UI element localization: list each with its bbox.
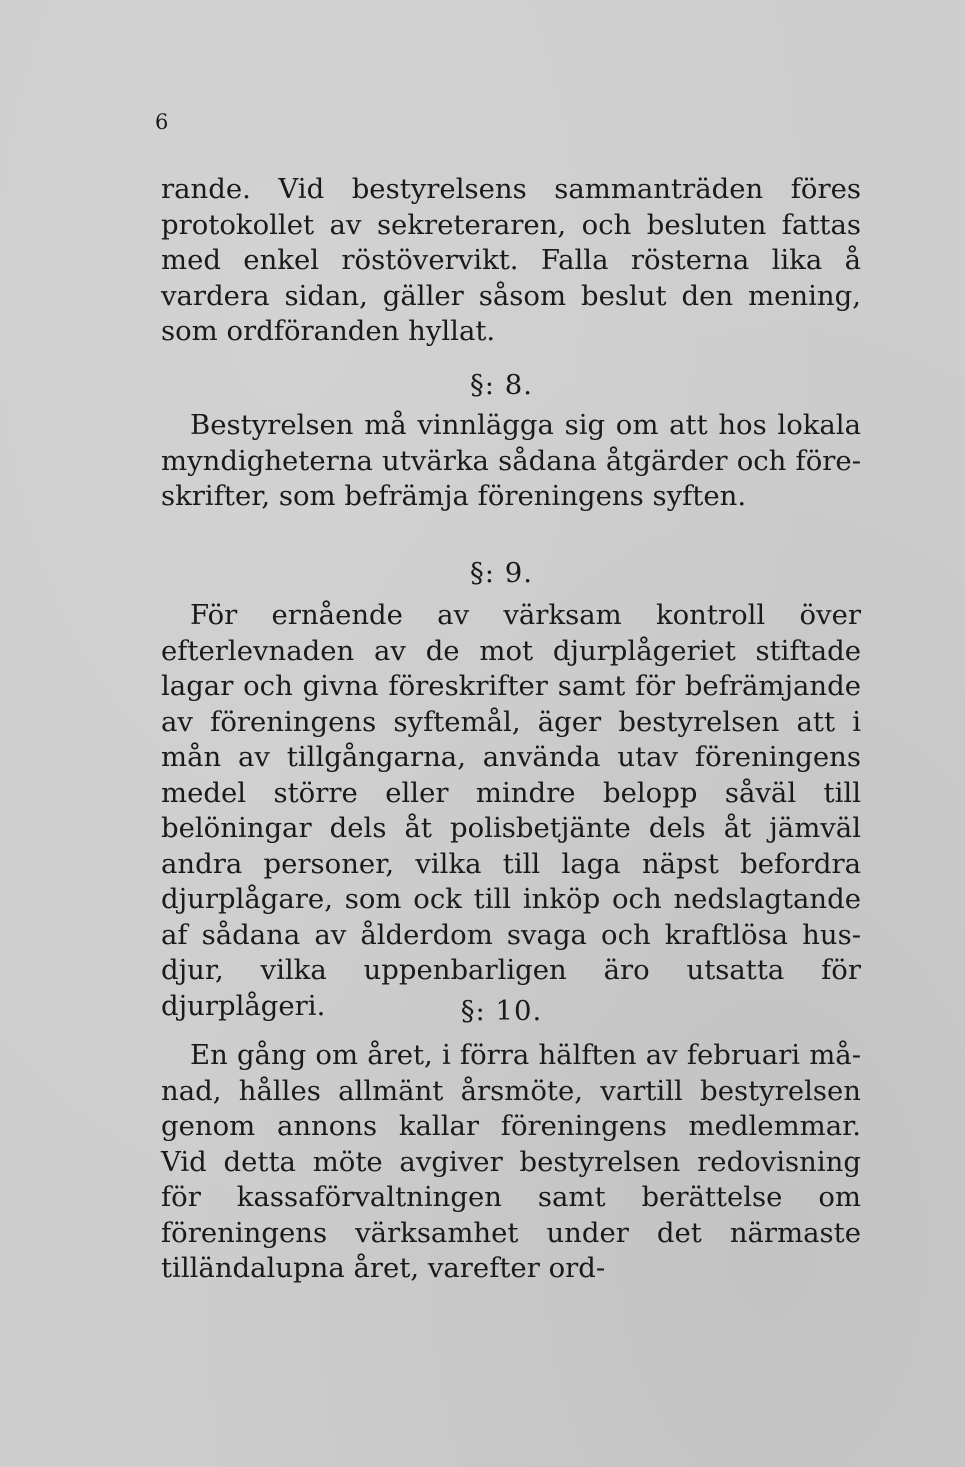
paragraph-section-8 <box>161 408 861 515</box>
paragraph-text: Bestyrelsen må vinnlägga sig om att hos lokala myndigheterna utvärka sådana åtgärder och föreskrifter, som befrämja föreningens syften. <box>161 409 861 512</box>
paragraph-continuation <box>161 172 861 350</box>
paragraph-text: För ernående av värksam kontroll över efterlevnaden av de mot djurplågeriet stiftade lagar och givna föreskrifter samt för befrämjande av föreningens syftemål, äger bestyrelsen att i mån av tillgångarna, använda utav föreningens medel större eller mindre belopp såväl till belöningar dels åt polisbetjänte dels åt jämväl andra personer, vilka till laga näpst befordra djurplågare, som ock till inköp och nedslagtande af sådana av ålderdom svaga och kraftlösa husdjur, vilka uppenbarligen äro utsatta för djurplågeri. <box>161 599 861 1022</box>
paragraph-section-9 <box>161 598 861 1024</box>
paragraph-text: En gång om året, i förra hälften av februari månad, hålles allmänt årsmöte, vartill bestyrelsen genom annons kallar föreningens medlemmar. Vid detta möte avgiver bestyrelsen redovisning för kassaförvaltningen samt berättelse om föreningens värksamhet under det närmaste tilländalupna året, varefter ord- <box>161 1039 861 1284</box>
paragraph-text: rande. Vid bestyrelsens sammanträden föres protokollet av sekreteraren, och besluten fattas med enkel röstövervikt. Falla rösterna lika å vardera sidan, gäller såsom beslut den mening, som ordföranden hyllat. <box>161 173 861 347</box>
paragraph-section-10 <box>161 1038 861 1287</box>
section-heading-9: §: 9. <box>470 557 533 589</box>
page-number: 6 <box>155 110 169 134</box>
section-heading-8: §: 8. <box>470 369 533 401</box>
section-heading-10: §: 10. <box>460 995 543 1027</box>
